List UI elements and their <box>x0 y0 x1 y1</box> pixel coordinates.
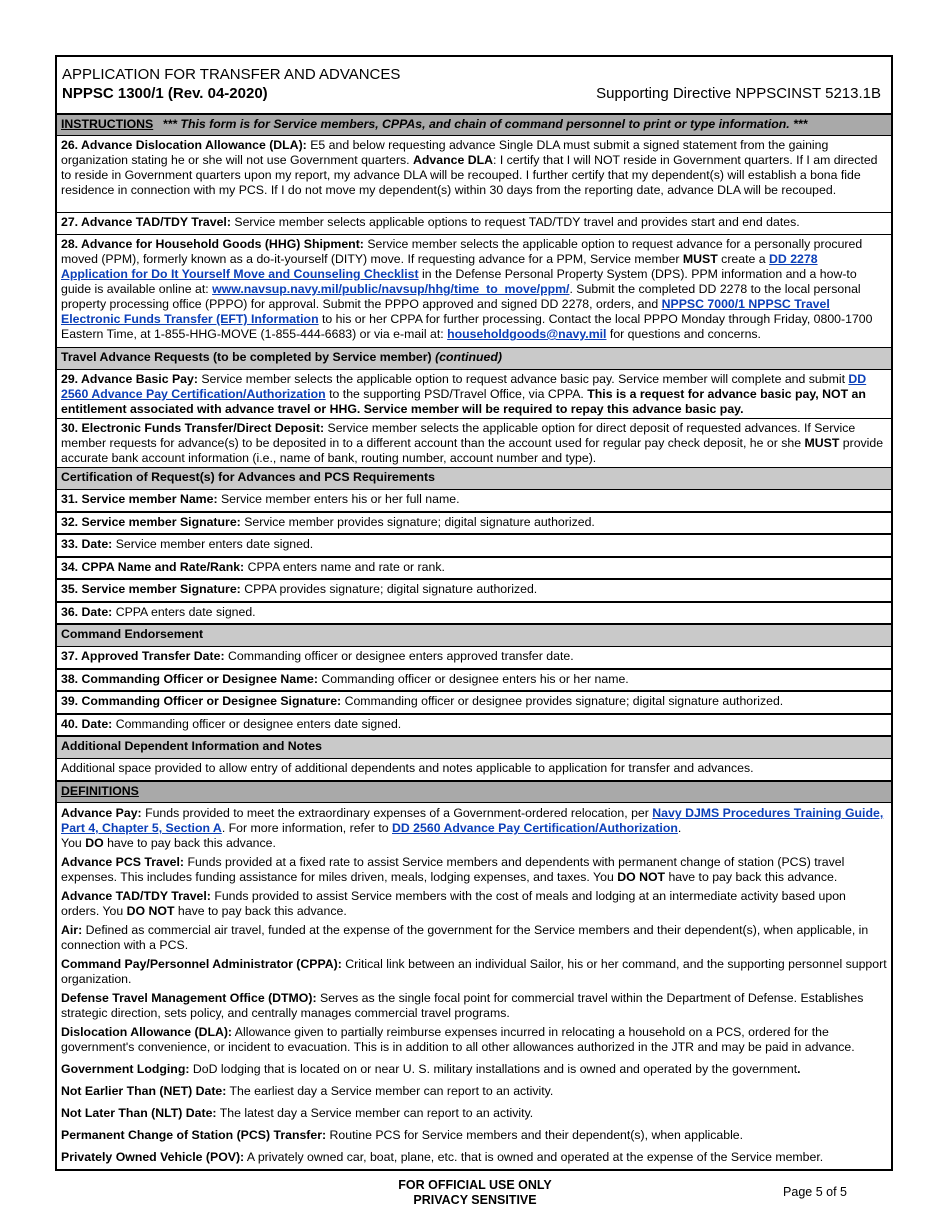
def-text: You <box>61 836 82 850</box>
item-31 <box>57 490 891 513</box>
item-29-label: 29. Advance Basic Pay: <box>61 372 198 386</box>
item-36-text: CPPA enters date signed. <box>115 605 256 619</box>
form-frame <box>55 55 893 1171</box>
item-30-must: MUST <box>804 436 840 450</box>
item-38-label: 38. Commanding Officer or Designee Name: <box>61 672 318 686</box>
def-text: Defined as commercial air travel, funded at the expense of the government for the Service members and their dependent(s), when applicable, in connection with a PCS. <box>61 923 869 952</box>
def-period: . <box>797 1062 801 1076</box>
def-text: A privately owned car, boat, plane, etc. that is owned and operated at the expense of the Service member. <box>246 1150 824 1164</box>
form-header <box>57 57 891 115</box>
def-term: Advance PCS Travel: <box>61 855 185 869</box>
dd2278-link[interactable]: DD 2278 Application for Do It Yourself Move and Counseling Checklist <box>61 252 818 281</box>
item-33 <box>57 535 891 558</box>
item-37-label: 37. Approved Transfer Date: <box>61 649 225 663</box>
dd2560-def-link[interactable]: DD 2560 Advance Pay Certification/Authorization <box>392 821 678 835</box>
command-endorsement-header: Command Endorsement <box>57 625 891 647</box>
def-text: Funds provided to meet the extraordinary expenses of a Government-ordered relocation, per <box>145 806 649 820</box>
def-term: Advance TAD/TDY Travel: <box>61 889 211 903</box>
definitions-list <box>57 803 891 1165</box>
item-29-text-2: to the supporting PSD/Travel Office, via CPPA. <box>329 387 584 401</box>
form-number: NPPSC 1300/1 (Rev. 04-2020) <box>62 85 268 102</box>
def-text: . For more information, refer to <box>221 821 389 835</box>
def-term: Dislocation Allowance (DLA): <box>61 1025 233 1039</box>
def-term: Privately Owned Vehicle (POV): <box>61 1150 245 1164</box>
item-30-text-2: provide accurate bank account information (i.e., name of bank, routing number, account number and type). <box>61 436 884 465</box>
item-35-text: CPPA provides signature; digital signature authorized. <box>244 582 538 596</box>
item-35 <box>57 580 891 603</box>
certification-header: Certification of Request(s) for Advances and PCS Requirements <box>57 468 891 490</box>
item-38-text: Commanding officer or designee enters his or her name. <box>321 672 629 686</box>
def-text: Funds provided to assist Service members with the cost of meals and lodging at an intermediate activity based upon orders. You <box>61 889 846 918</box>
item-27-text: Service member selects applicable options to request TAD/TDY travel and provides start and end dates. <box>234 215 800 229</box>
item-38 <box>57 670 891 692</box>
item-30-text-1: Service member selects the applicable option for direct deposit of requested advances. If Service member requests for advance(s) to be deposited in to a different account than the account used for regular pay check deposit, he or she <box>61 421 856 450</box>
item-28-text-6: for questions and concerns. <box>609 327 761 341</box>
item-34-label: 34. CPPA Name and Rate/Rank: <box>61 560 245 574</box>
item-29-bold: This is a request for advance basic pay, NOT an entitlement associated with advance travel or HHG. Service member will be required to repay this advance basic pay. <box>61 387 866 416</box>
item-34-text: CPPA enters name and rate or rank. <box>247 560 445 574</box>
definitions-label: DEFINITIONS <box>61 784 139 798</box>
def-emphasis: DO NOT <box>126 904 175 918</box>
instructions-bar <box>57 115 891 136</box>
def-text: Routine PCS for Service members and their dependent(s), when applicable. <box>329 1128 744 1142</box>
def-text: DoD lodging that is located on or near U. S. military installations and is owned and operated by the government <box>192 1062 798 1076</box>
additional-info-text: Additional space provided to allow entry of additional dependents and notes applicable to application for transfer and advances. <box>61 761 754 775</box>
item-28-must: MUST <box>682 252 718 266</box>
nppsc-7000-link[interactable]: NPPSC 7000/1 NPPSC Travel Electronic Funds Transfer (EFT) Information <box>61 297 830 326</box>
def-dla <box>61 1025 887 1055</box>
supporting-directive: Supporting Directive NPPSCINST 5213.1B <box>596 85 881 102</box>
instructions-label: INSTRUCTIONS <box>61 117 154 131</box>
item-40-label: 40. Date: <box>61 717 113 731</box>
item-29-text-1: Service member selects the applicable option to request advance basic pay. Service member will complete and submit <box>201 372 845 386</box>
def-text: Critical link between an individual Sailor, his or her command, and the supporting personnel support organization. <box>61 957 887 986</box>
def-text: The earliest day a Service member can report to an activity. <box>229 1084 554 1098</box>
item-34 <box>57 558 891 580</box>
def-term: Air: <box>61 923 83 937</box>
item-28-text-1: Service member selects the applicable option to request advance for a personally procured moved (PPM), formerly known as a do-it-yourself (DITY) move. If requesting advance for a PPM, Service member <box>61 237 863 266</box>
def-term: Command Pay/Personnel Administrator (CPPA): <box>61 957 342 971</box>
item-28-text-3: in the Defense Personal Property System (DPS). PPM information and a how-to guide is available online at: <box>61 267 857 296</box>
item-31-text: Service member enters his or her full name. <box>220 492 460 506</box>
def-text: have to pay back this advance. <box>177 904 347 918</box>
item-32 <box>57 513 891 535</box>
item-39 <box>57 692 891 715</box>
item-37 <box>57 647 891 670</box>
item-37-text: Commanding officer or designee enters approved transfer date. <box>227 649 574 663</box>
def-advance-tad <box>61 889 887 919</box>
def-term: Permanent Change of Station (PCS) Transfer: <box>61 1128 327 1142</box>
footer-privacy: PRIVACY SENSITIVE <box>413 1193 537 1207</box>
def-cppa <box>61 957 887 987</box>
djms-guide-link[interactable]: Navy DJMS Procedures Training Guide, Part 4, Chapter 5, Section A <box>61 806 884 835</box>
item-40 <box>57 715 891 737</box>
def-nlt-date <box>61 1106 887 1121</box>
item-28 <box>57 235 891 348</box>
def-pcs-transfer <box>61 1128 887 1143</box>
item-30 <box>57 419 891 468</box>
def-dtmo <box>61 991 887 1021</box>
def-air <box>61 923 887 953</box>
item-40-text: Commanding officer or designee enters date signed. <box>115 717 402 731</box>
item-29 <box>57 370 891 419</box>
travel-advance-header <box>57 348 891 370</box>
hhg-email-link[interactable]: householdgoods@navy.mil <box>447 327 607 341</box>
instructions-note: *** This form is for Service members, CPPAs, and chain of command personnel to print or type information. *** <box>162 117 808 131</box>
def-text: Allowance given to partially reimburse expenses incurred in relocating a household on a PCS, ordered for the government's convenience, or incident to evacuation. This is in addition to all other allowances authorized in the JTR and may be paid in advance. <box>61 1025 855 1054</box>
def-government-lodging <box>61 1062 887 1077</box>
travel-advance-title: Travel Advance Requests (to be completed by Service member) <box>61 350 432 364</box>
item-28-text-2: create a <box>721 252 766 266</box>
item-26-text-2: : I certify that I will NOT reside in Government quarters. If I am directed to reside in Government quarters upon my report, my advance DLA will be recouped. I further certify that my dependent(s) will establish a bona fide residence in connection with my PCS. If I do not move my dependent(s) within 30 days from the reporting date, advance DLA will be recouped. <box>61 153 878 197</box>
def-pov <box>61 1150 887 1165</box>
def-emphasis: DO <box>85 836 104 850</box>
additional-info-header: Additional Dependent Information and Notes <box>57 737 891 759</box>
page-number: Page 5 of 5 <box>783 1185 847 1199</box>
item-27 <box>57 213 891 235</box>
def-text: Funds provided at a fixed rate to assist Service members and dependents with permanent change of station (PCS) travel expenses. This includes funding assistance for miles driven, meals, lodging expenses, and taxes. You <box>61 855 845 884</box>
def-term: Not Later Than (NLT) Date: <box>61 1106 217 1120</box>
def-text: have to pay back this advance. <box>107 836 276 850</box>
item-27-label: 27. Advance TAD/TDY Travel: <box>61 215 231 229</box>
travel-advance-continued: (continued) <box>435 350 502 364</box>
item-26-label: 26. Advance Dislocation Allowance (DLA): <box>61 138 307 152</box>
def-text: The latest day a Service member can report to an activity. <box>219 1106 534 1120</box>
item-36 <box>57 603 891 625</box>
def-emphasis: DO NOT <box>617 870 666 884</box>
item-26 <box>57 136 891 213</box>
definitions-bar <box>57 782 891 803</box>
def-advance-pcs <box>61 855 887 885</box>
item-26-sub: Advance DLA <box>413 153 493 167</box>
def-advance-pay <box>61 806 887 851</box>
item-31-label: 31. Service member Name: <box>61 492 218 506</box>
item-30-label: 30. Electronic Funds Transfer/Direct Deposit: <box>61 421 325 435</box>
def-text: Serves as the single focal point for commercial travel within the Department of Defense. Establishes strategic direction, sets policy, and centrally manages commercial travel programs. <box>61 991 864 1020</box>
def-term: Advance Pay: <box>61 806 142 820</box>
def-net-date <box>61 1084 887 1099</box>
navsup-ppm-link[interactable]: www.navsup.navy.mil/public/navsup/hhg/time_to_move/ppm/ <box>212 282 570 296</box>
item-32-text: Service member provides signature; digital signature authorized. <box>244 515 595 529</box>
def-term: Defense Travel Management Office (DTMO): <box>61 991 317 1005</box>
def-text: have to pay back this advance. <box>668 870 838 884</box>
item-39-label: 39. Commanding Officer or Designee Signature: <box>61 694 342 708</box>
def-term: Not Earlier Than (NET) Date: <box>61 1084 227 1098</box>
item-35-label: 35. Service member Signature: <box>61 582 241 596</box>
additional-info-row <box>57 759 891 782</box>
item-28-text-5: to his or her CPPA for further processing. Contact the local PPPO Monday through Friday, 0800-1700 Eastern Time, at 1-855-HHG-MOVE (1-855-444-6683) or via e-mail at: <box>61 312 873 341</box>
item-39-text: Commanding officer or designee provides signature; digital signature authorized. <box>344 694 784 708</box>
item-26-text-1: E5 and below requesting advance Single DLA must submit a signed statement from the gaining organization stating he or she will not use Government quarters. <box>61 138 829 167</box>
item-28-text-4: . Submit the completed DD 2278 to the local personal property processing office (PPPO) for approval. Submit the PPPO approved and signed DD 2278, orders, and <box>61 282 861 311</box>
item-33-label: 33. Date: <box>61 537 113 551</box>
item-28-label: 28. Advance for Household Goods (HHG) Shipment: <box>61 237 364 251</box>
def-term: Government Lodging: <box>61 1062 190 1076</box>
dd2560-link[interactable]: DD 2560 Advance Pay Certification/Authorization <box>61 372 867 401</box>
footer-fouo: FOR OFFICIAL USE ONLY <box>398 1178 552 1192</box>
form-title: APPLICATION FOR TRANSFER AND ADVANCES <box>62 66 401 83</box>
item-33-text: Service member enters date signed. <box>115 537 314 551</box>
item-36-label: 36. Date: <box>61 605 113 619</box>
def-text: . <box>677 821 682 835</box>
item-32-label: 32. Service member Signature: <box>61 515 241 529</box>
